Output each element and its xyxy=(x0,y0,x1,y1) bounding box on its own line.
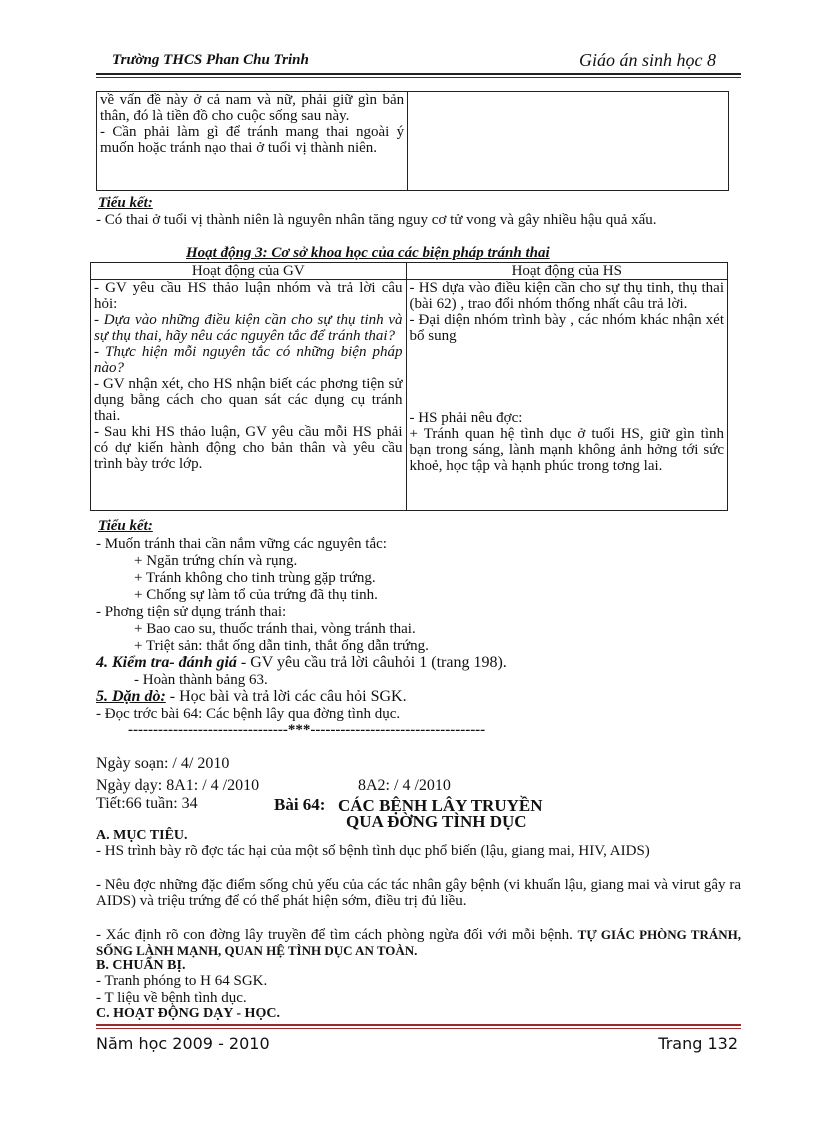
lesson-number: Bài 64: xyxy=(274,795,326,814)
continued-right-cell xyxy=(408,92,729,191)
section4-label: 4. Kiểm tra- đánh giá xyxy=(96,654,237,671)
summary2-line1: - Muốn tránh thai cần nắm vững các nguyên tắc: xyxy=(96,536,387,552)
activity3-table xyxy=(90,262,728,511)
header-rule-thin xyxy=(96,77,741,78)
summary2-line5: - Phơng tiện sử dụng tránh thai: xyxy=(96,604,287,620)
hs-text-2: - Đại diện nhóm trình bày , các nhóm khác nhận xét bổ sung xyxy=(409,312,724,344)
gv-text-5: - Sau khi HS thảo luận, GV yêu cầu mỗi HS phải có dự kiến hành động cho bản thân và yêu cầu trình bày trớc lớp. xyxy=(94,424,403,472)
activity3-title: Hoạt động 3: Cơ sở khoa học của các biện pháp tránh thai xyxy=(186,245,550,261)
section4-text: - GV yêu cầu trả lời câuhỏi 1 (trang 198). xyxy=(236,654,507,671)
gv-text-4: - GV nhận xét, cho HS nhận biết các phơng tiện sử dụng bằng cách cho quan sát các dụng cụ tránh thai. xyxy=(94,376,403,424)
prep-1: - Tranh phóng to H 64 SGK. xyxy=(96,973,268,989)
section4-line2: - Hoàn thành bảng 63. xyxy=(134,672,268,688)
footer-rule-thin xyxy=(96,1028,741,1029)
summary2-line7: + Triệt sản: thắt ống dẫn tinh, thắt ống dẫn trứng. xyxy=(134,638,429,654)
activities-title: C. HOẠT ĐỘNG DẠY - HỌC. xyxy=(96,1006,280,1021)
prep-title: B. CHUẨN BỊ. xyxy=(96,958,186,973)
lesson-title-1: CÁC BỆNH LÂY TRUYỀN xyxy=(338,796,543,815)
prep-2: - T liệu về bệnh tình dục. xyxy=(96,990,247,1006)
continued-text-2: - Cần phải làm gì để tránh mang thai ngoài ý muốn hoặc tránh nạo thai ở tuổi vị thành niên. xyxy=(100,124,405,156)
col-hs-header: Hoạt động của HS xyxy=(406,263,727,280)
section4 xyxy=(96,655,507,671)
hs-text-3: - HS phải nêu đợc: xyxy=(409,410,523,426)
objective-3-bold: TỰ GIÁC PHÒNG TRÁNH, SỐNG LÀNH MẠNH, QUAN HỆ TÌNH DỤC AN TOÀN. xyxy=(96,927,742,958)
gv-cell xyxy=(91,280,407,511)
section5 xyxy=(96,689,407,705)
hs-text-4: + Tránh quan hệ tình dục ở tuổi HS, giữ gìn tình bạn trong sáng, lành mạnh không ảnh hởng tới sức khoẻ, học tập và hạnh phúc trong tơng lai. xyxy=(409,426,724,474)
continued-text-1: về vấn đề này ở cả nam và nữ, phải giữ gìn bản thân, đó là tiền đồ cho cuộc sống sau này. xyxy=(100,92,405,124)
summary2-title: Tiểu kết: xyxy=(98,518,153,534)
date-teach-8a1: Ngày dạy: 8A1: / 4 /2010 xyxy=(96,777,260,794)
school-name: Trường THCS Phan Chu Trinh xyxy=(112,52,309,68)
section5-text: - Học bài và trả lời các câu hỏi SGK. xyxy=(165,688,407,705)
summary2-line3: + Tránh không cho tinh trùng gặp trứng. xyxy=(134,570,376,586)
header-rule xyxy=(96,73,741,75)
objective-3 xyxy=(96,927,741,959)
section5-line2: - Đọc trớc bài 64: Các bệnh lây qua đờng tình dục. xyxy=(96,706,401,722)
date-teach-8a2: 8A2: / 4 /2010 xyxy=(358,777,451,794)
period-week: Tiết:66 tuần: 34 xyxy=(96,795,198,812)
continued-table xyxy=(96,91,729,191)
date-prepared: Ngày soạn: / 4/ 2010 xyxy=(96,755,230,772)
summary1-text: - Có thai ở tuổi vị thành niên là nguyên nhân tăng nguy cơ tử vong và gây nhiều hậu quả xấu. xyxy=(96,212,657,228)
hs-spacer xyxy=(410,344,724,410)
school-year: Năm học 2009 - 2010 xyxy=(96,1034,270,1053)
objective-1: - HS trình bày rõ đợc tác hại của một số bệnh tình dục phổ biến (lậu, giang mai, HIV, AIDS) xyxy=(96,843,650,859)
gv-text-3: - Thực hiện mỗi nguyên tắc có những biện pháp nào? xyxy=(94,344,403,376)
section5-label: 5. Dặn dò: xyxy=(96,688,166,705)
summary1-title: Tiểu kết: xyxy=(98,195,153,211)
page-number: Trang 132 xyxy=(658,1034,738,1053)
objective-3-text: - Xác định rõ con đờng lây truyền để tìm cách phòng ngừa đối với mỗi bệnh. xyxy=(96,927,573,943)
hs-cell xyxy=(406,280,727,511)
summary2-line6: + Bao cao su, thuốc tránh thai, vòng tránh thai. xyxy=(134,621,416,637)
summary2-line4: + Chống sự làm tổ của trứng đã thụ tinh. xyxy=(134,587,378,603)
separator: --------------------------------***----------------------------------- xyxy=(128,722,486,738)
subject-title: Giáo án sinh học 8 xyxy=(579,50,716,70)
summary2-line2: + Ngăn trứng chín và rụng. xyxy=(134,553,298,569)
gv-text-1: - GV yêu cầu HS thảo luận nhóm và trả lời câu hỏi: xyxy=(94,280,403,312)
col-gv-header: Hoạt động của GV xyxy=(91,263,407,280)
objective-2: - Nêu đợc những đặc điểm sống chủ yếu của các tác nhân gây bệnh (vi khuẩn lậu, giang mai và virut gây ra AIDS) và triệu trứng để có thể phát hiện sớm, điều trị đủ liều. xyxy=(96,877,741,909)
hs-text-1: - HS dựa vào điều kiện cần cho sự thụ tinh, thụ thai (bài 62) , trao đổi nhóm thống nhất câu trả lời. xyxy=(409,280,724,312)
gv-text-2: - Dựa vào những điều kiện cần cho sự thụ tinh và sự thụ thai, hãy nêu các nguyên tắc để tránh thai? xyxy=(94,312,403,344)
objectives-title: A. MỤC TIÊU. xyxy=(96,828,188,843)
lesson-title-2: QUA ĐỜNG TÌNH DỤC xyxy=(346,812,527,831)
footer-rule xyxy=(96,1024,741,1026)
continued-left-cell xyxy=(97,92,408,191)
